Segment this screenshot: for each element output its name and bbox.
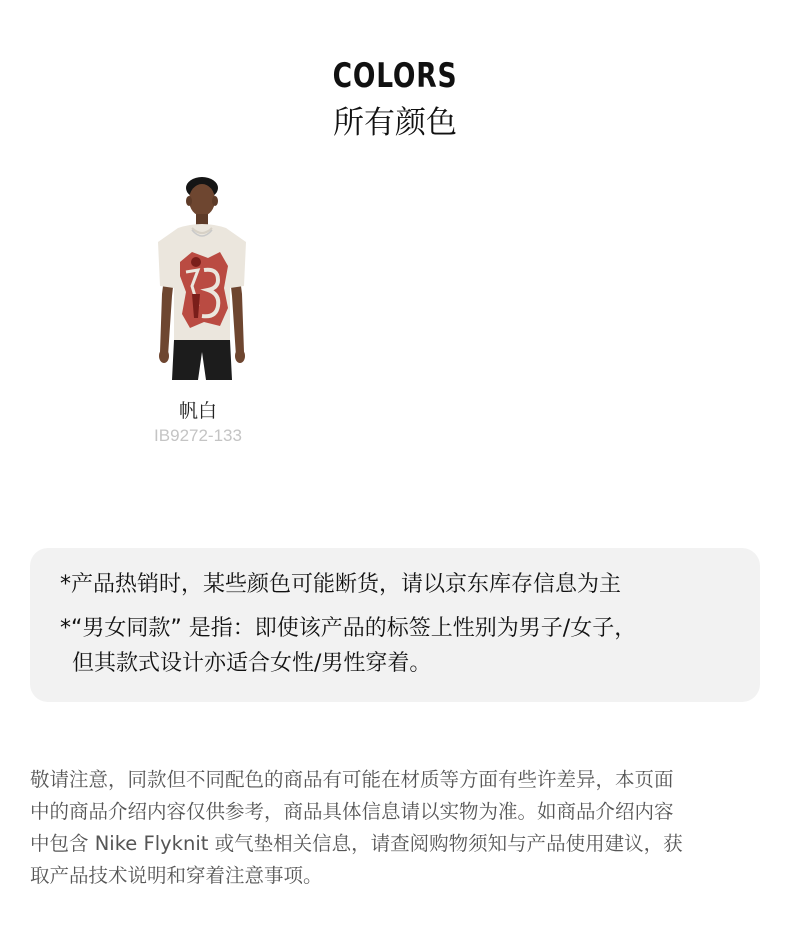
product-image[interactable] — [146, 176, 250, 382]
disclaimer-line: 敬请注意，同款但不同配色的商品有可能在材质等方面有些许差异，本页面 — [30, 768, 674, 791]
disclaimer-line: 中的商品介绍内容仅供参考，商品具体信息请以实物为准。如商品介绍内容 — [30, 800, 674, 823]
notice-stock-line: *产品热销时，某些颜色可能断货，请以京东库存信息为主 — [60, 572, 622, 597]
colors-title-en: COLORS — [332, 56, 458, 96]
notice-unisex-line: *“男女同款” 是指：即使该产品的标签上性别为男子/女子， — [60, 616, 637, 641]
colors-title-cn: 所有颜色 — [333, 105, 457, 141]
disclaimer-line: 中包含 Nike Flyknit 或气垫相关信息，请查阅购物须知与产品使用建议，获 — [30, 832, 683, 855]
color-swatch[interactable] — [138, 176, 258, 456]
stock-notice-box — [30, 548, 760, 702]
notice-unisex-line-cont: 但其款式设计亦适合女性/男性穿着。 — [72, 651, 432, 676]
disclaimer-text — [30, 764, 762, 892]
color-name: 帆白 — [178, 400, 217, 422]
disclaimer-line: 取产品技术说明和穿着注意事项。 — [30, 864, 323, 887]
sku-code: IB9272-133 — [154, 426, 242, 445]
